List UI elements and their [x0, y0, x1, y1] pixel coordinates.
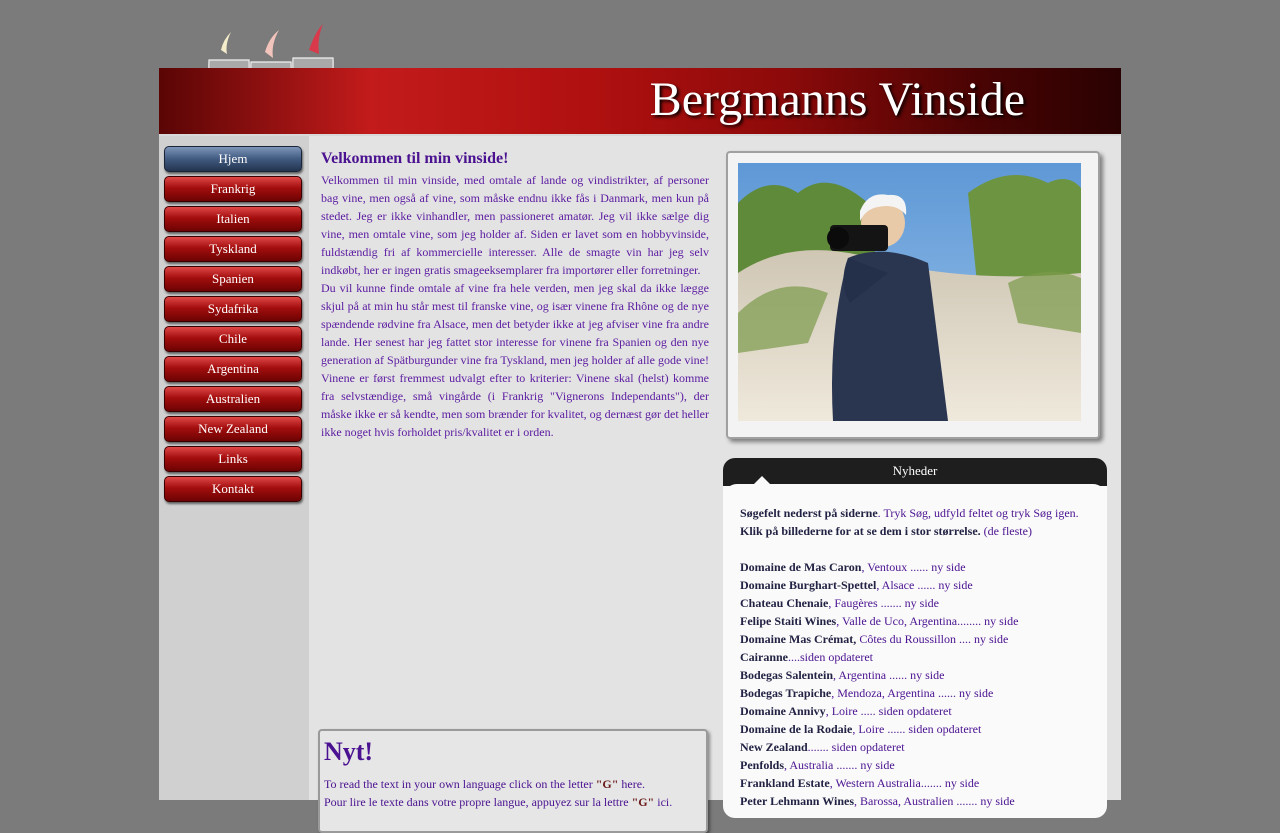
translate-fr-line: Pour lire le texte dans votre propre langue, appuyez sur la lettre "G" ici.: [324, 795, 673, 809]
nav-item-new-zealand[interactable]: New Zealand: [164, 416, 302, 442]
page: [159, 0, 1121, 809]
nav-item-italien[interactable]: Italien: [164, 206, 302, 232]
body-area: [159, 136, 1121, 809]
news-item[interactable]: Frankland Estate, Western Australia....... ny side: [740, 776, 980, 790]
news-item[interactable]: Domaine de Mas Caron, Ventoux ...... ny side: [740, 560, 966, 574]
news-item[interactable]: Penfolds, Australia ....... ny side: [740, 758, 895, 772]
translate-en-line: To read the text in your own language click on the letter "G" here.: [324, 777, 646, 791]
news-item[interactable]: New Zealand....... siden opdateret: [740, 740, 905, 754]
nav-item-kontakt[interactable]: Kontakt: [164, 476, 302, 502]
news-item[interactable]: Bodegas Trapiche, Mendoza, Argentina ...... ny side: [740, 686, 994, 700]
news-item[interactable]: Domaine Annivy, Loire ..... siden opdateret: [740, 704, 952, 718]
nav-item-argentina[interactable]: Argentina: [164, 356, 302, 382]
photographer-photo[interactable]: [738, 163, 1081, 421]
header-banner: [159, 68, 1121, 136]
search-hint: Søgefelt nederst på siderne. Tryk Søg, udfyld feltet og tryk Søg igen.: [740, 506, 1079, 520]
nav-item-sydafrika[interactable]: Sydafrika: [164, 296, 302, 322]
news-header: Nyheder: [723, 458, 1107, 486]
news-content: [740, 504, 1100, 810]
news-item[interactable]: Domaine Burghart-Spettel, Alsace ...... ny side: [740, 578, 973, 592]
nav-item-spanien[interactable]: Spanien: [164, 266, 302, 292]
main-content: [309, 136, 713, 809]
nav-item-links[interactable]: Links: [164, 446, 302, 472]
right-column: [713, 136, 1121, 808]
news-tab-notch-icon: [753, 476, 771, 485]
news-item[interactable]: Domaine Mas Crémat, Côtes du Roussillon .... ny side: [740, 632, 1009, 646]
translate-g-link-fr[interactable]: "G": [631, 795, 655, 809]
nav-item-tyskland[interactable]: Tyskland: [164, 236, 302, 262]
photo-frame: [726, 151, 1100, 439]
site-title: Bergmanns Vinside: [649, 73, 1025, 126]
news-item[interactable]: Bodegas Salentein, Argentina ...... ny side: [740, 668, 945, 682]
intro-paragraph-1: Velkommen til min vinside, med omtale af lande og vindistrikter, af personer bag vine, men også af vine, som måske endnu ikke fås i Danmark, men kun på stedet. Jeg er ikke vinhandler, men passioneret amatør. Jeg vil ikke sælge dig vine, men omtale vine, som jeg holder af. Siden er lavet som en hobbyvinside, fuldstændig fri af kommercielle interesser. Alle de smagte vin har jeg selv indkøbt, her er ingen gratis smageeksemplarer fra importører eller forretninger.: [321, 173, 709, 277]
nav-item-chile[interactable]: Chile: [164, 326, 302, 352]
nyt-title: Nyt!: [324, 737, 374, 766]
nav-item-frankrig[interactable]: Frankrig: [164, 176, 302, 202]
news-item[interactable]: Peter Lehmann Wines, Barossa, Australien ....... ny side: [740, 794, 1015, 808]
news-item[interactable]: Felipe Staiti Wines, Valle de Uco, Argentina........ ny side: [740, 614, 1019, 628]
sidebar-nav: [159, 136, 309, 800]
translate-g-link[interactable]: "G": [595, 777, 619, 791]
news-item[interactable]: Domaine de la Rodaie, Loire ...... siden opdateret: [740, 722, 982, 736]
news-item[interactable]: Cairanne....siden opdateret: [740, 650, 873, 664]
intro-paragraph-2: Du vil kunne finde omtale af vine fra hele verden, men jeg skal da ikke lægge skjul på at min hu står mest til franske vine, og især vinene fra Rhône og de nye spændende rødvine fra Alsace, men det betyder ikke at jeg afviser vine fra andre lande. Her senest har jeg fattet stor interesse for vinene fra Spanien og den nye generation af Spätburgunder vine fra Tyskland, men jeg holder af alle gode vine! Vinene er først fremmest udvalgt efter to kriterier: Vinene skal (helst) komme fra selvstændige, små vingårde (i Frankrig "Vignerons Independants"), der måske ikke er så kendte, men som brænder for kvalitet, og dernæst gør det heller ikke noget hvis forholdet pris/kvalitet er i orden.: [321, 281, 709, 439]
nav-item-hjem[interactable]: Hjem: [164, 146, 302, 172]
nav-item-australien[interactable]: Australien: [164, 386, 302, 412]
welcome-heading: Velkommen til min vinside!: [321, 150, 509, 167]
intro-text: [321, 171, 709, 441]
click-hint: Klik på billederne for at se dem i stor størrelse. (de fleste): [740, 524, 1032, 538]
news-item[interactable]: Chateau Chenaie, Faugères ....... ny side: [740, 596, 939, 610]
nyt-box: [318, 729, 708, 833]
news-box: [723, 458, 1107, 818]
